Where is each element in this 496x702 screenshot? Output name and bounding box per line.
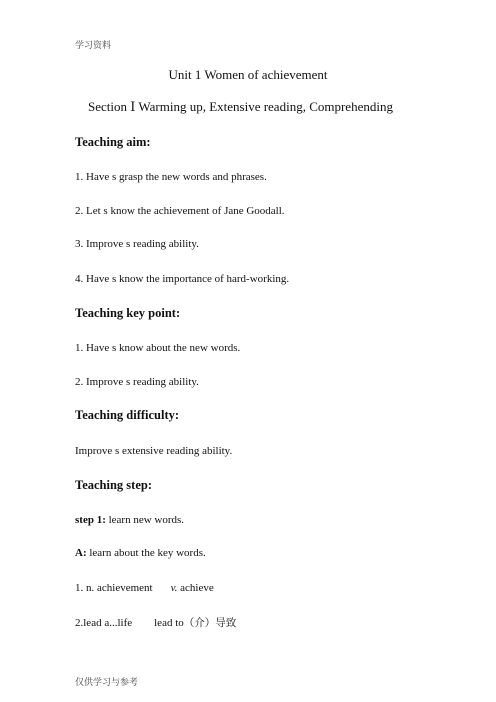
key-item-1: 1. Have s know about the new words. [75, 342, 241, 354]
teaching-aim-heading: Teaching aim: [75, 135, 151, 149]
word-1-pos: v. [170, 582, 178, 594]
key-item-2: 2. Improve s reading ability. [75, 376, 199, 388]
key-point-heading: Teaching key point: [75, 306, 181, 320]
page-header: 学习资料 [75, 41, 112, 51]
difficulty-heading: Teaching difficulty: [75, 408, 180, 422]
aim-item-4: 4. Have s know the importance of hard-working. [75, 273, 290, 285]
difficulty-text: Improve s extensive reading ability. [75, 445, 233, 457]
section-subtitle: Section Ⅰ Warming up, Extensive reading, Comprehending [88, 99, 393, 114]
step1-text: learn new words. [105, 514, 185, 526]
teaching-step-heading: Teaching step: [75, 478, 152, 492]
word-1-verb: achieve [177, 582, 214, 594]
part-a-text: learn about the key words. [86, 547, 206, 559]
step1-label: step 1: [75, 514, 106, 526]
word-2-phrase-b: lead to [154, 617, 184, 629]
word-1-line [75, 582, 214, 594]
aim-item-3: 3. Improve s reading ability. [75, 238, 199, 250]
aim-item-2: 2. Let s know the achievement of Jane Goodall. [75, 205, 285, 217]
document-title: Unit 1 Women of achievement [168, 67, 328, 82]
word-2-line [75, 615, 236, 630]
part-a-line [75, 547, 206, 559]
aim-item-1: 1. Have s grasp the new words and phrases. [75, 171, 267, 183]
word-1-noun: 1. n. achievement [75, 582, 153, 594]
page-footer: 仅供学习与参考 [75, 678, 139, 688]
step1-line [75, 514, 184, 526]
word-2-chinese: （介）导致 [183, 617, 237, 629]
part-a-label: A: [75, 547, 87, 559]
word-2-phrase-a: 2.lead a...life [75, 617, 133, 629]
